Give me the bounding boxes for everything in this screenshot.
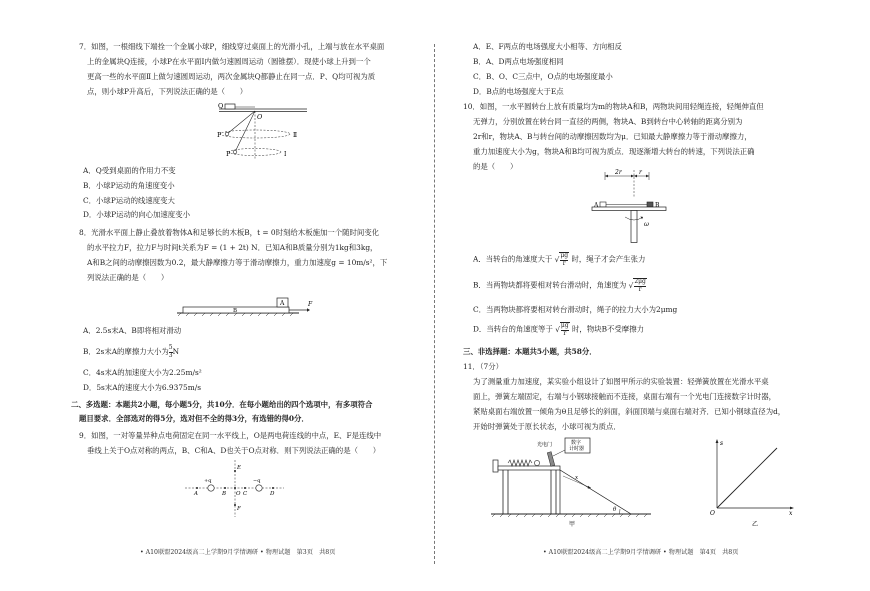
q10-option-a-radical: √ $\frac{\mu g}{r}$ <box>554 252 569 267</box>
q10-option-a-denominator: r <box>562 259 566 267</box>
q8-label-f: F <box>308 301 313 308</box>
q10-option-d-numerator: μg <box>560 322 569 329</box>
q10-option-d-denominator: r <box>563 329 567 337</box>
q10-line-2: 无弹力，分别放置在转台同一直径的两侧，物块A、B到转台中心转轴的距离分别为 <box>473 117 743 126</box>
q7-label-o: O <box>257 113 263 121</box>
q11-caption-jia: 甲 <box>569 521 576 528</box>
q7-label-p-lower: P <box>226 150 231 158</box>
q8-option-b[interactable] <box>83 345 179 359</box>
q11-yi-xlabel: x <box>789 510 793 517</box>
q8-line-1: 8．光滑水平面上静止叠放着物体A和足够长的木板B，t = 0时刻给木板施加一个随时间变化 <box>79 228 380 237</box>
q7-line-1: 7．如图，一根细线下端拴一个金属小球P，细线穿过桌面上的光滑小孔，上端与放在水平桌面 <box>79 42 385 51</box>
q11-yi-origin: O <box>710 510 715 517</box>
q7-line-4: 点，则小球P升高后，下列说法正确的是（ ） <box>87 87 248 96</box>
q11-figure-jia <box>491 436 681 526</box>
q10-line-3: 2r和r，物块A、B与转台间的动摩擦因数均为μ．已知最大静摩擦力等于滑动摩擦力， <box>473 132 752 141</box>
q10-label-2r: 2r <box>615 169 622 176</box>
q10-option-d-text: D．当转台的角速度等于 <box>473 324 553 334</box>
q10-option-b-text: B．当两物块都将要相对转台滑动时，角速度为 <box>473 280 627 290</box>
q10-label-r: r <box>639 169 642 176</box>
q8-option-a[interactable]: A．2.5s末A、B即将相对滑动 <box>83 326 182 335</box>
q11-label-theta: θ <box>613 507 617 513</box>
q10-label-b: B <box>655 202 660 209</box>
q7-label-plane-2: Ⅱ <box>293 132 298 139</box>
section-3-heading: 三、非选择题：本题共5小题，共58分． <box>463 347 597 356</box>
q10-option-b-radical: √ $\frac{2\mu g}{r}$ <box>628 278 646 293</box>
q9-label-minus-q: −q <box>253 478 261 484</box>
q7-label-plane-1: Ⅰ <box>284 151 287 158</box>
section-2-heading: 二、多选题：本题共2小题，每小题5分，共10分．在每小题给出的四个选项中，有多项符合 <box>71 400 373 409</box>
q11-yi-ylabel: s <box>720 440 724 447</box>
q10-option-b[interactable] <box>473 278 647 293</box>
q11-line-4: 开始时弹簧处于原长状态，小球可视为质点． <box>473 422 621 431</box>
q11-heading: 11．（7分） <box>463 362 503 371</box>
q8-option-b-numerator: 5 <box>168 344 173 351</box>
q10-option-a-numerator: μg <box>560 252 569 259</box>
q10-line-1: 10．如图，一水平圆转台上放有质量均为m的物块A和B，两物块间用轻绳连接，轻绳伸直但 <box>463 102 764 111</box>
q9-label-a: A <box>194 491 198 497</box>
q11-line-1: 为了测量重力加速度，某实验小组设计了如图甲所示的实验装置：轻弹簧放置在光滑水平桌 <box>473 377 769 386</box>
q8-label-a: A <box>280 300 285 307</box>
q7-label-p-upper: P <box>217 131 222 139</box>
q8-label-b: B <box>233 308 238 314</box>
q7-line-2: 上的金属块Q连接，小球P在水平面Ⅰ内做匀速圆周运动（圆锥摆）．现使小球上升到一个 <box>87 57 371 66</box>
q11-line-2: 面上，弹簧左端固定，右端与小钢球接触而不连接，桌面右端有一个光电门连接数字计时器， <box>473 392 777 401</box>
q8-line-2: 的水平拉力F，拉力F与时间t关系为F = (1 + 2t) N．已知A和B质量分别为1kg和3kg， <box>87 243 378 252</box>
right-footer: • A10联盟2024级高二上学期9月学情调研 • 物理试题 第4页 共8页 <box>543 549 739 556</box>
q9-figure <box>180 457 290 519</box>
q10-figure <box>587 166 677 246</box>
q7-line-3: 更高一些的水平面Ⅱ上做匀速圆周运动，两次金属块Q都静止在同一点．P、Q均可视为质 <box>87 72 376 81</box>
q9-line-1: 9．如图，一对等量异种点电荷固定在同一水平线上，O是两电荷连线的中点，E、F是连线中 <box>79 431 382 440</box>
q9-option-d[interactable]: D．B点的电场强度大于E点 <box>473 87 564 96</box>
q11-label-photogate: 光电门 <box>537 442 553 448</box>
q8-option-c[interactable]: C．4s末A的加速度大小为2.25m/s² <box>83 368 202 377</box>
q10-option-a[interactable] <box>473 252 645 267</box>
q9-label-e: E <box>237 465 242 471</box>
q11-figure-yi <box>697 436 797 526</box>
section-2-heading-cont: 题目要求．全部选对的得5分，选对但不全的得3分，有选错的得0分． <box>79 414 309 423</box>
q9-label-f: F <box>237 506 241 512</box>
q9-label-c: C <box>243 491 248 497</box>
q8-line-4: 列说法正确的是（ ） <box>87 273 169 282</box>
q9-label-b: B <box>222 491 227 497</box>
q11-caption-yi: 乙 <box>752 521 759 528</box>
q10-line-4: 重力加速度大小为g，物块A和B均可视为质点．现逐渐增大转台的转速，下列说法正确 <box>473 147 755 156</box>
q10-option-d-radical: √ $\frac{\mu g}{r}$ <box>555 322 569 337</box>
q10-option-b-numerator: 2μg <box>634 278 646 285</box>
q9-option-c[interactable]: C．B、O、C三点中，O点的电场强度最小 <box>473 72 613 81</box>
q11-label-timer-2: 计时器 <box>569 446 585 452</box>
q11-label-x: x <box>575 475 579 481</box>
q7-option-d[interactable]: D．小球P运动的向心加速度变小 <box>83 210 190 219</box>
q7-option-b[interactable]: B．小球P运动的角速度变小 <box>83 181 175 190</box>
q9-label-d: D <box>270 491 275 497</box>
q10-label-omega: ω <box>644 221 649 228</box>
q10-option-b-denominator: r <box>638 285 642 293</box>
q8-option-d[interactable]: D．5s末A的速度大小为6.9375m/s <box>83 383 202 392</box>
q9-label-plus-q: +q <box>204 478 212 484</box>
q8-line-3: A和B之间的动摩擦因数为0.2，最大静摩擦力等于滑动摩擦力，重力加速度g = 10m/s²，下 <box>87 258 388 267</box>
q7-label-q: Q <box>218 102 224 110</box>
q9-label-o: O <box>236 491 241 497</box>
q8-option-b-unit: N <box>172 347 180 357</box>
q10-option-d[interactable] <box>473 322 644 337</box>
q9-option-b[interactable]: B．A、D两点电场强度相同 <box>473 57 564 66</box>
q7-figure <box>205 101 315 163</box>
q8-option-b-text: B．2s末A的摩擦力大小为 <box>83 347 169 357</box>
q10-option-d-tail: 时，物块B不受摩擦力 <box>572 324 644 334</box>
q7-option-c[interactable]: C．小球P运动的线速度变大 <box>83 196 175 205</box>
right-page <box>435 0 870 591</box>
q11-line-3: 紧贴桌面右端放置一倾角为θ且足够长的斜面，斜面顶端与桌面右端对齐．已知小钢球直径为d， <box>473 407 786 416</box>
q8-option-b-denominator: 3 <box>168 351 173 359</box>
q7-option-a[interactable]: A．Q受到桌面的作用力不变 <box>83 166 176 175</box>
q8-figure <box>175 295 315 317</box>
q10-option-c[interactable]: C．当两物块都将要相对转台滑动时，绳子的拉力大小为2μmg <box>473 305 678 314</box>
left-footer: • A10联盟2024级高二上学期9月学情调研 • 物理试题 第3页 共8页 <box>140 549 336 556</box>
q9-option-a[interactable]: A．E、F两点的电场强度大小相等、方向相反 <box>473 42 622 51</box>
q9-line-2: 垂线上关于O点对称的两点，B、C和A、D也关于O点对称．则下列说法正确的是（ ） <box>87 446 381 455</box>
q10-option-a-tail: 时，绳子才会产生张力 <box>571 254 646 264</box>
q11-label-timer-1: 数字 <box>571 440 582 446</box>
q10-label-a: A <box>594 202 599 209</box>
q10-line-5: 的是（ ） <box>473 162 518 171</box>
q10-option-a-text: A．当转台的角速度大于 <box>473 254 553 264</box>
